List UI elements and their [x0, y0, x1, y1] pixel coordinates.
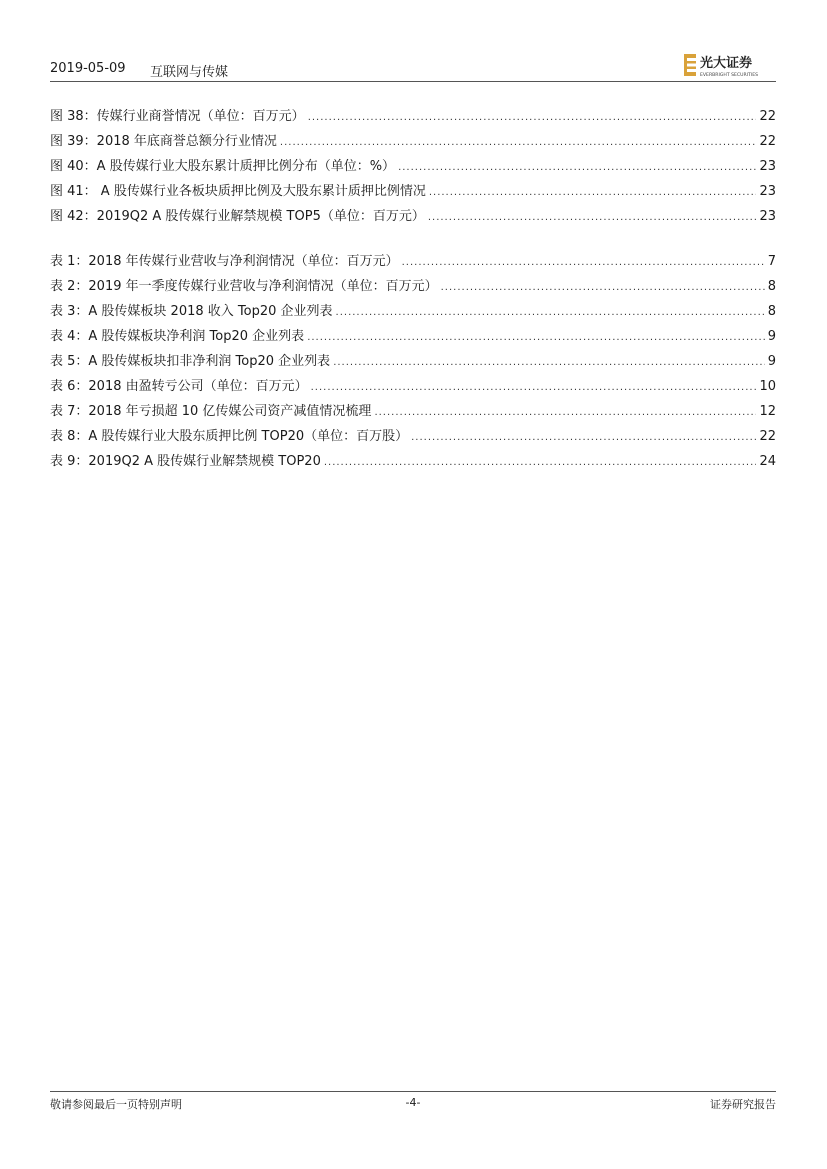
toc-entry-label[interactable]: 表 6：2018 由盈转亏公司（单位：百万元） [50, 379, 308, 394]
report-type: 证券研究报告 [710, 1098, 776, 1111]
toc-entry-label[interactable]: 表 9：2019Q2 A 股传媒行业解禁规模 TOP20 [50, 454, 321, 469]
table-toc-entry[interactable] [50, 424, 776, 449]
page-footer [50, 1096, 776, 1114]
toc-entry-label[interactable]: 图 39：2018 年底商誉总额分行业情况 [50, 134, 277, 149]
toc-entry-label[interactable]: 表 7：2018 年亏损超 10 亿传媒公司资产减值情况梳理 [50, 404, 372, 419]
toc-page-number[interactable]: 22 [759, 429, 776, 444]
dot-leader [311, 375, 757, 400]
dot-leader [324, 450, 757, 475]
footer-divider [50, 1091, 776, 1092]
everbright-logo [684, 52, 776, 80]
toc-page-number[interactable]: 23 [759, 184, 776, 199]
table-of-contents [50, 104, 776, 474]
toc-entry-label[interactable]: 表 4：A 股传媒板块净利润 Top20 企业列表 [50, 329, 305, 344]
toc-page-number[interactable]: 24 [759, 454, 776, 469]
table-toc-entry[interactable] [50, 349, 776, 374]
page-number: -4- [405, 1096, 421, 1109]
table-list [50, 249, 776, 474]
toc-page-number[interactable]: 7 [767, 254, 776, 269]
footer-disclaimer: 敬请参阅最后一页特别声明 [50, 1098, 182, 1111]
table-toc-entry[interactable] [50, 399, 776, 424]
toc-entry-label[interactable]: 图 38：传媒行业商誉情况（单位：百万元） [50, 109, 305, 124]
toc-page-number[interactable]: 10 [759, 379, 776, 394]
toc-entry-label[interactable]: 表 1：2018 年传媒行业营收与净利润情况（单位：百万元） [50, 254, 399, 269]
figure-toc-entry[interactable] [50, 154, 776, 179]
toc-page-number[interactable]: 12 [759, 404, 776, 419]
dot-leader [402, 250, 765, 275]
toc-page-number[interactable]: 22 [759, 134, 776, 149]
table-toc-entry[interactable] [50, 324, 776, 349]
toc-entry-label[interactable]: 表 2：2019 年一季度传媒行业营收与净利润情况（单位：百万元） [50, 279, 438, 294]
toc-page-number[interactable]: 22 [759, 109, 776, 124]
table-toc-entry[interactable] [50, 274, 776, 299]
figure-toc-entry[interactable] [50, 179, 776, 204]
header-divider [50, 81, 776, 82]
report-date: 2019-05-09 [50, 61, 126, 76]
figure-list [50, 104, 776, 229]
dot-leader [429, 180, 757, 205]
logo-subtext: EVERBRIGHT SECURITIES [700, 73, 759, 78]
figure-toc-entry[interactable] [50, 204, 776, 229]
toc-page-number[interactable]: 23 [759, 159, 776, 174]
dot-leader [374, 400, 756, 425]
toc-page-number[interactable]: 8 [767, 304, 776, 319]
page-header [50, 58, 776, 82]
toc-entry-label[interactable]: 表 3：A 股传媒板块 2018 收入 Top20 企业列表 [50, 304, 333, 319]
dot-leader [280, 130, 757, 155]
toc-entry-label[interactable]: 表 5：A 股传媒板块扣非净利润 Top20 企业列表 [50, 354, 331, 369]
table-toc-entry[interactable] [50, 249, 776, 274]
dot-leader [398, 155, 756, 180]
dot-leader [441, 275, 765, 300]
toc-page-number[interactable]: 9 [767, 329, 776, 344]
report-section: 互联网与传媒 [150, 65, 229, 80]
figure-toc-entry[interactable] [50, 104, 776, 129]
dot-leader [333, 350, 765, 375]
dot-leader [411, 425, 756, 450]
dot-leader [308, 105, 757, 130]
table-toc-entry[interactable] [50, 299, 776, 324]
toc-entry-label[interactable]: 表 8：A 股传媒行业大股东质押比例 TOP20（单位：百万股） [50, 429, 409, 444]
table-toc-entry[interactable] [50, 449, 776, 474]
toc-page-number[interactable]: 8 [767, 279, 776, 294]
toc-page-number[interactable]: 23 [759, 209, 776, 224]
dot-leader [428, 205, 757, 230]
table-toc-entry[interactable] [50, 374, 776, 399]
dot-leader [307, 325, 765, 350]
toc-page-number[interactable]: 9 [767, 354, 776, 369]
dot-leader [336, 300, 765, 325]
figure-toc-entry[interactable] [50, 129, 776, 154]
logo-text: 光大证券 [700, 56, 753, 71]
toc-entry-label[interactable]: 图 41： A 股传媒行业各板块质押比例及大股东累计质押比例情况 [50, 184, 426, 199]
toc-entry-label[interactable]: 图 42：2019Q2 A 股传媒行业解禁规模 TOP5（单位：百万元） [50, 209, 425, 224]
toc-entry-label[interactable]: 图 40：A 股传媒行业大股东累计质押比例分布（单位：%） [50, 159, 396, 174]
